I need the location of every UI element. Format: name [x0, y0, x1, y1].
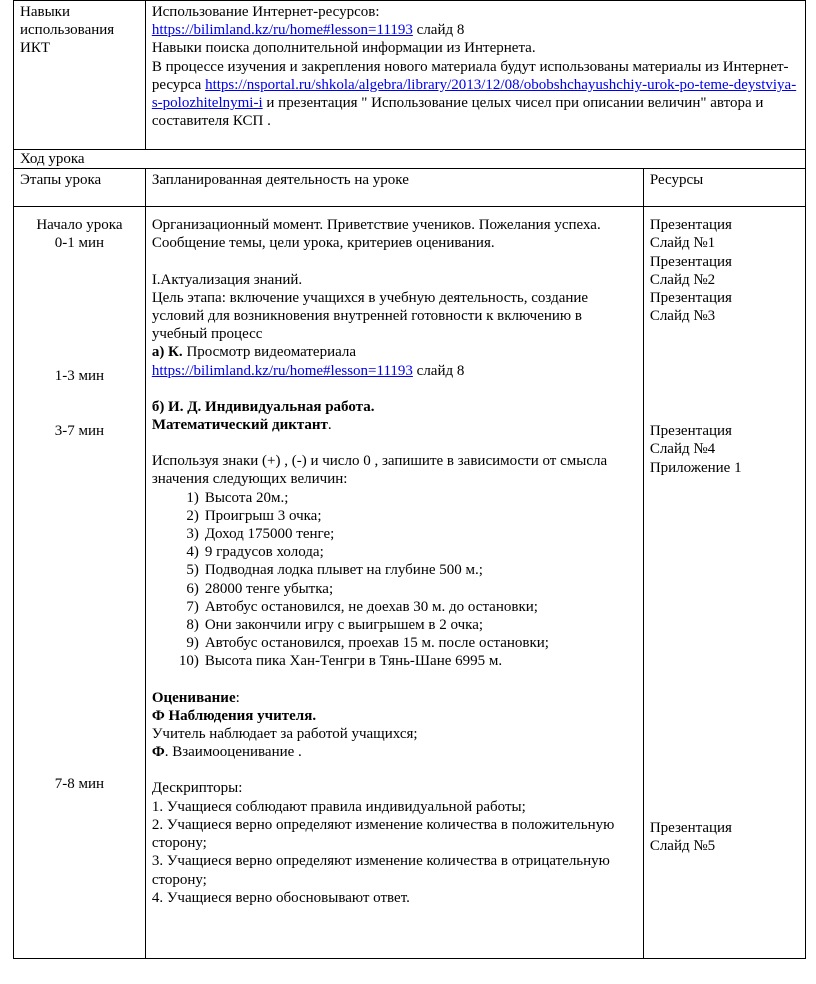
- list-item: 1) Высота 20м.;: [186, 489, 289, 506]
- lesson-course-title: Ход урока: [20, 151, 85, 167]
- resource-item: Слайд №1: [649, 235, 716, 252]
- resource-item: Презентация: [649, 423, 732, 440]
- stage-start: Начало урока: [36, 217, 123, 234]
- ict-skills-label-line: использования: [20, 22, 115, 39]
- descriptors-title: Дескрипторы:: [151, 780, 243, 797]
- internet-resources-line: Использование Интернет-ресурсов:: [151, 4, 380, 20]
- stage-time-4: 7-8 мин: [54, 776, 105, 793]
- dictation-list: [152, 489, 637, 671]
- header-row: [14, 169, 806, 207]
- teacher-observation-title: Ф Наблюдения учителя.: [151, 707, 317, 724]
- ict-skills-content: [145, 1, 805, 150]
- descriptor-item: 2. Учащиеся верно определяют изменение количества в положительную сторону;: [151, 816, 615, 852]
- header-activity: Запланированная деятельность на уроке: [145, 169, 643, 207]
- lesson-course-cell: [14, 150, 806, 169]
- descriptor-item: 1. Учащиеся соблюдают правила индивидуальной работы;: [151, 798, 526, 815]
- list-item: 5) Подводная лодка плывет на глубине 500 м.;: [186, 562, 483, 579]
- resource-item: Приложение 1: [649, 459, 742, 476]
- stage-goal: Цель этапа: включение учащихся в учебную деятельность, создание условий для возникновения внутренней готовности к включению в учебный процесс: [151, 289, 589, 343]
- ict-skills-row: [14, 1, 806, 150]
- materials-text: В процессе изучения и закрепления нового материала будут использованы материалы из Интернет-ресурса: [151, 58, 789, 93]
- video-slide-ref: слайд 8: [412, 362, 465, 379]
- resource-item: Презентация: [649, 253, 732, 270]
- mutual-eval-label: Ф: [151, 744, 165, 761]
- list-item: 10) Высота пика Хан-Тенгри в Тянь-Шане 6995 м.: [178, 653, 503, 670]
- resource-item: Слайд №5: [649, 838, 716, 855]
- task-a-label: а) К.: [151, 344, 183, 361]
- list-item: 6) 28000 тенге убытка;: [186, 580, 334, 597]
- video-link[interactable]: https://bilimland.kz/ru/home#lesson=11193: [151, 362, 413, 379]
- descriptor-item: 3. Учащиеся верно определяют изменение количества в отрицательную сторону;: [151, 853, 610, 888]
- slide-ref: слайд 8: [412, 22, 465, 39]
- stage-time-1: 0-1 мин: [54, 235, 105, 252]
- resources-group-1: [650, 216, 732, 325]
- nsportal-link[interactable]: https://nsportal.ru/shkola/algebra/library/2013/12/08/obobshchayushchiy-urok-po-teme-deystviya-s-polozhitelnymi-i: [151, 76, 797, 112]
- dictation-instruction: Используя знаки (+) , (-) и число 0 , запишите в зависимости от смысла значения следующих величин:: [151, 453, 608, 488]
- resources-cell: [643, 207, 805, 959]
- resources-group-2: [650, 422, 742, 477]
- resource-item: Слайд №2: [649, 271, 716, 288]
- task-b-title: б) И. Д. Индивидуальная работа.: [151, 398, 375, 415]
- presentation-text: и презентация " Использование целых чисел при описании величин" автора и составителя КСП .: [151, 95, 764, 130]
- actualization-title: I.Актуализация знаний.: [151, 271, 303, 288]
- stages-cell: [14, 207, 146, 959]
- descriptor-item: 4. Учащиеся верно обосновывают ответ.: [151, 889, 410, 906]
- lesson-plan-page: [13, 0, 806, 966]
- topic-message: Сообщение темы, цели урока, критериев оценивания.: [151, 235, 495, 252]
- lesson-plan-table: [13, 0, 806, 959]
- list-item: 7) Автобус остановился, не доехав 30 м. до остановки;: [186, 598, 538, 615]
- bilimland-link[interactable]: https://bilimland.kz/ru/home#lesson=11193: [151, 22, 413, 39]
- ict-skills-label-line: ИКТ: [20, 40, 50, 57]
- resource-item: Презентация: [649, 290, 732, 307]
- list-item: 9) Автобус остановился, проехав 15 м. после остановки;: [186, 635, 549, 652]
- evaluation-colon: :: [235, 689, 240, 706]
- header-resources: Ресурсы: [643, 169, 805, 207]
- list-item: 8) Они закончили игру с выигрышем в 2 очка;: [186, 617, 484, 634]
- main-row: [14, 207, 806, 959]
- evaluation-title: Оценивание: [151, 689, 236, 706]
- stage-time-3: 3-7 мин: [54, 423, 105, 440]
- dictation-dot: .: [327, 417, 332, 434]
- resources-group-3: [650, 819, 732, 855]
- list-item: 2) Проигрыш 3 очка;: [186, 507, 322, 524]
- dictation-title: Математический диктант: [151, 417, 328, 434]
- list-item: 4) 9 градусов холода;: [186, 544, 324, 561]
- activity-cell: [145, 207, 643, 959]
- ict-skills-label: [14, 1, 146, 150]
- resource-item: Слайд №4: [649, 441, 716, 458]
- stage-time-2: 1-3 мин: [54, 368, 105, 385]
- search-skills-line: Навыки поиска дополнительной информации из Интернета.: [151, 40, 536, 57]
- org-moment: Организационный момент. Приветствие учеников. Пожелания успеха.: [151, 217, 601, 234]
- ict-skills-label-line: Навыки: [20, 4, 70, 20]
- header-stages: Этапы урока: [14, 169, 146, 207]
- resource-item: Слайд №3: [649, 308, 716, 325]
- list-item: 3) Доход 175000 тенге;: [186, 526, 335, 543]
- resource-item: Презентация: [649, 217, 732, 234]
- resource-item: Презентация: [649, 820, 732, 837]
- teacher-observation-text: Учитель наблюдает за работой учащихся;: [151, 726, 418, 743]
- task-a-text: Просмотр видеоматериала: [182, 344, 357, 361]
- mutual-eval-text: . Взаимооценивание .: [164, 744, 302, 761]
- lesson-course-row: [14, 150, 806, 169]
